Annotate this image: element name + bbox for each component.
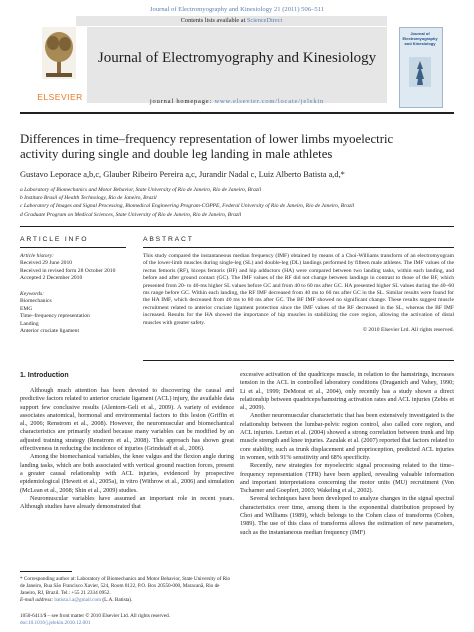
publisher-name: ELSEVIER — [37, 92, 83, 102]
left-column-text — [20, 387, 234, 511]
affiliation-c: c Laboratory of Images and Signal Processing, Biomedical Engineering Program-COPPE, Federal University of Rio de Janeiro, Rio de Janeiro, Brazil — [20, 203, 355, 210]
journal-title: Journal of Electromyography and Kinesiology — [97, 50, 377, 66]
homepage-link[interactable]: www.elsevier.com/locate/jelekin — [214, 98, 325, 105]
keyword-item: EMG — [20, 305, 33, 312]
keyword-item: Anterior cruciate ligament — [20, 328, 80, 335]
article-info-heading: ARTICLE INFO — [20, 236, 89, 243]
history-received: Received 29 June 2010 — [20, 260, 73, 267]
email-label: E-mail address: — [20, 597, 55, 603]
keyword-item: Landing — [20, 320, 39, 327]
abstract-heading: ABSTRACT — [143, 236, 194, 243]
article-info-rule — [20, 247, 126, 248]
section-rule — [20, 226, 454, 227]
footnote-rule — [20, 571, 72, 572]
author-list: Gustavo Leporace a,b,c, Glauber Ribeiro Pereira a,c, Jurandir Nadal c, Luiz Alberto Batista a,d,* — [20, 170, 345, 179]
paragraph: Another neuromuscular characteristic that has been extensively investigated is the relationship between the lumbar-pelvic region control, also called core region, and ACL injuries. Leetun et al. (2004) showed a strong correlation between trunk and hip muscle strength and knee injuries. Zazulak et al. (2007) reported that factors related to core stability, such as trunk displacement and proprioception, predicted ACL injuries in women, with 91% sensitivity and 68% specificity. — [240, 412, 454, 461]
elsevier-tree-logo — [42, 27, 76, 79]
keyword-item: Biomechanics — [20, 298, 52, 305]
abstract-bottom-rule — [143, 360, 454, 361]
contents-prefix: Contents lists available at — [180, 17, 247, 24]
paragraph: Recently, new strategies for myoelectric signal processing related to the time–frequency representation (TFR) have been applied, revealing valuable information and important interpretations concerning the motor units (MU) recruitment (Von Tscharner and Goepfert, 2003; Wakeling et al., 2002). — [240, 462, 454, 495]
paragraph: Among the biomechanical variables, the knee valgus and the flexion angle during landing tasks, which are both associated with vertical ground reaction forces, present a greater causal relationship with ACL injuries, evidenced by prospective epidemiological (Hewett et al., 2005a), in vitro (Withrow et al., 2006) and simulation (McLean et al., 2008; Shin et al., 2009) studies. — [20, 453, 234, 494]
abstract-body: This study compared the instantaneous median frequency (IMF) obtained by means of a Choi-Williams transform of an electromyogram of the lower-limb muscles during single-leg (SL) and double-leg (DL) landings performed by fifteen male athletes. The IMF values of the rectus femoris (RF), biceps femoris (BF) and hip adductors (HA) were compared between two landing tasks, within each landing, and before and after ground contact (GC). The IMF values of the RF did not change between landings in contrast to those of the BF, which presented from 20- to 40-ms higher SL values before GC and from 40 to 60 ms after GC. HA presented higher SL values during the 40–60 ms range before GC. Within each landing, the RF IMF decreased from 40 ms to 60 ms after GC in the SL. Similar results were found for the HA IMF, which decreased from 40 ms to 80 ms after GC. The BF IMF showed no significant change. These results suggest muscle recruitment related to anterior cruciate ligament protection since the IMF values of the RF decreased in the SL, whereas the BF IMF increased. Results for the HA showed the importance of hip muscles in stabilizing the core region, allowing the activation of distal muscles with greater safety. — [143, 253, 454, 326]
footnote-text: * Corresponding author at: Laboratory of Biomechanics and Motor Behavior, State University of Rio de Janeiro, Rua São Francisco Xavier, 524, Room 8122, P.O. Box 20550-000, Maracanã, Rio de Janeiro, RJ, Brazil. Tel.: +55 21 2334 0952. — [20, 576, 231, 596]
cover-title: Journal of Electromyography and Kinesiology — [402, 31, 438, 46]
header-rule — [20, 112, 454, 114]
issn-line: 1050-6411/$ – see front matter © 2010 Elsevier Ltd. All rights reserved. — [20, 613, 170, 619]
paragraph: excessive activation of the quadriceps muscle, in relation to the hamstrings, increases tension in the ACL in controlled laboratory conditions (Draganich and Vahey, 1990; Li et al., 1999; DeMorat et al., 2004), only recently has a study shown a direct relationship between quadriceps/hamstring activation rates and ACL injuries (Zebis et al., 2009). — [240, 371, 454, 412]
journal-reference: Journal of Electromyography and Kinesiology 21 (2011) 506–511 — [149, 6, 325, 13]
history-revised: Received in revised form 28 October 2010 — [20, 267, 116, 274]
contents-bar — [76, 16, 387, 26]
history-label: Article history: — [20, 253, 55, 259]
sciencedirect-link[interactable]: ScienceDirect — [246, 17, 283, 24]
keyword-item: Time–frequency representation — [20, 313, 90, 320]
paragraph: Neuromuscular variables have assumed an important role in recent years. Although studies have already demonstrated that — [20, 494, 234, 511]
title-line-2: activity during single and double leg landing in male athletes — [20, 147, 333, 161]
email-suffix: (L.A. Batista). — [101, 597, 133, 603]
copyright: © 2010 Elsevier Ltd. All rights reserved. — [362, 327, 454, 334]
homepage-prefix: journal homepage: — [149, 98, 215, 105]
title-line-1: Differences in time–frequency representation of lower limbs myoelectric — [20, 132, 394, 146]
affiliation-a: a Laboratory of Biomechanics and Motor Behavior, State University of Rio de Janeiro, Rio de Janeiro, Brazil — [20, 187, 262, 193]
email-link[interactable]: batista.l.a@gmail.com — [54, 597, 102, 603]
doi-link[interactable]: doi:10.1016/j.jelekin.2010.12.001 — [20, 620, 91, 626]
article-title — [20, 132, 454, 162]
paragraph: Although much attention has been devoted to discovering the causal and predictive factors related to anterior cruciate ligament (ACL) injury, the available data support few conclusive results (Alentorn-Geli et al., 2009). A variety of evidence associates anatomical, hormonal and environmental factors to this lesion (Griffin et al., 2006; Renstrom et al., 2008). However, the neuromuscular and biomechanical characteristics are primarily studied because many variables can be modified by an adjusted training strategy (Renstrom et al., 2008). This approach has shown great effectiveness in reducing the incidence of injuries (Grindstaff et al., 2006). — [20, 387, 234, 453]
cover-figure-image — [409, 57, 431, 87]
affiliations — [20, 186, 454, 219]
keywords — [20, 291, 126, 335]
introduction-heading: 1. Introduction — [20, 372, 69, 379]
email-line — [20, 597, 234, 604]
corresponding-author-footnote — [20, 576, 234, 604]
keywords-label: Keywords: — [20, 291, 45, 297]
abstract-text — [143, 253, 454, 334]
history-accepted: Accepted 2 December 2010 — [20, 275, 83, 282]
affiliation-d: d Graduate Program on Medical Sciences, State University of Rio de Janeiro, Rio de Janeiro, Brazil — [20, 211, 242, 218]
issn-doi — [20, 613, 234, 627]
affiliation-b: b Instituto Brasil of Health Technology, Rio de Janeiro, Brazil — [20, 195, 157, 202]
article-history — [20, 253, 126, 283]
abstract-rule — [143, 247, 454, 248]
right-column-text — [240, 371, 454, 537]
journal-homepage — [88, 98, 386, 105]
paragraph: Several techniques have been developed to analyze changes in the signal spectral characteristics over time, among them is the exponential distribution proposed by Choi and Williams (1989), which belongs to the Cohen class of transforms (Cohen, 1989). The use of this class of transforms allows the estimation of new parameters, such as the instantaneous median frequency (IMF) — [240, 495, 454, 536]
